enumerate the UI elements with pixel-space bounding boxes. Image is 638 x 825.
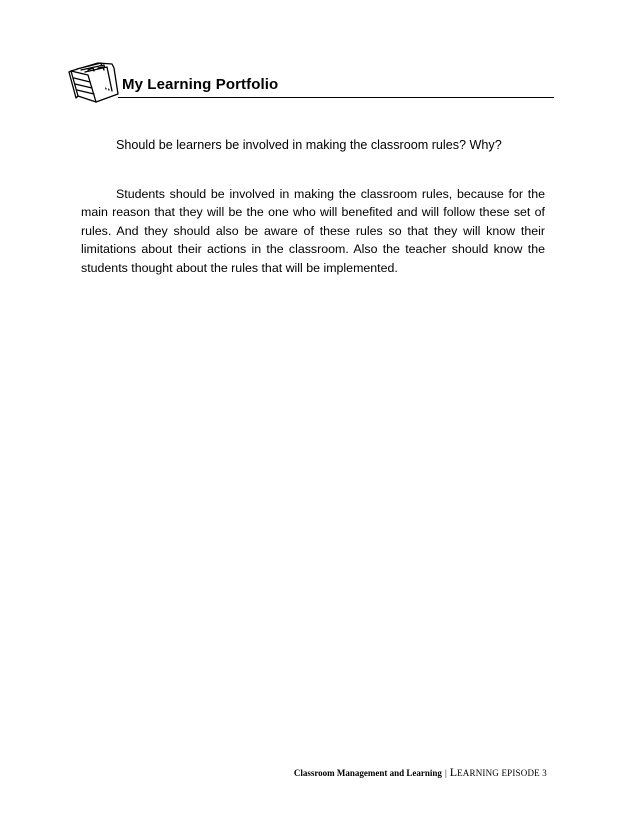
footer-episode: EARNING EPISODE 3	[457, 768, 547, 778]
footer-episode-initial: L	[449, 765, 458, 779]
title-underline	[118, 97, 554, 98]
folder-icon	[68, 58, 120, 104]
portfolio-header	[68, 58, 556, 104]
portfolio-title: My Learning Portfolio	[122, 76, 279, 93]
question-text: Should be learners be involved in making the classroom rules? Why?	[116, 138, 502, 152]
footer-separator: |	[444, 768, 447, 778]
footer-course: Classroom Management and Learning	[293, 768, 442, 778]
answer-paragraph: Students should be involved in making the classroom rules, because for the main reason that they will be the one who will benefited and will follow these set of rules. And they should also be aware of these rules so that they will know their limitations about their actions in the classroom. Also the teacher should know the students thought about the rules that will be implemented.	[81, 187, 545, 275]
page-footer	[294, 766, 547, 779]
